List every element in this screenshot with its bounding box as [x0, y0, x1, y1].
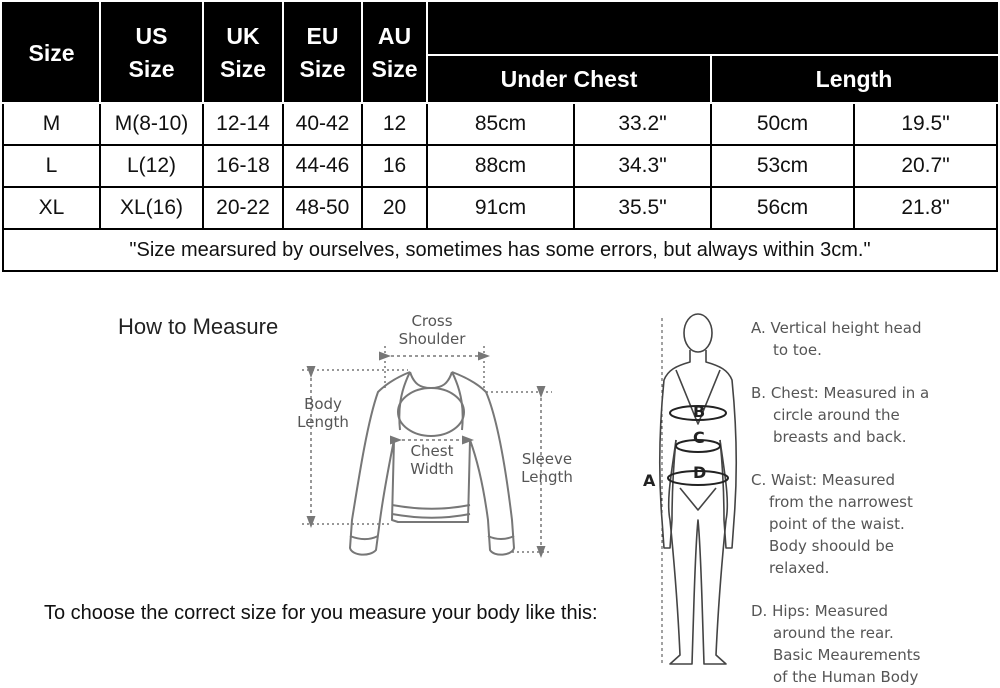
cell-uk: 20-22 — [203, 187, 283, 229]
cell-size: M — [3, 103, 100, 145]
cell-au: 16 — [362, 145, 427, 187]
sleeve-length-label: Sleeve Length — [521, 450, 573, 486]
cross-shoulder-label: Cross Shoulder — [398, 312, 466, 348]
cell-length-cm: 50cm — [711, 103, 854, 145]
header-under-chest: Under Chest — [427, 55, 711, 103]
cell-chest-in: 35.5" — [574, 187, 711, 229]
cell-chest-cm: 88cm — [427, 145, 574, 187]
cell-chest-cm: 85cm — [427, 103, 574, 145]
point-b-label: B — [693, 402, 706, 421]
cell-chest-cm: 91cm — [427, 187, 574, 229]
header-length: Length — [711, 55, 997, 103]
header-uk-size: UK Size — [203, 3, 283, 103]
header-us-size: US Size — [100, 3, 203, 103]
point-d-label: D — [693, 463, 707, 482]
chest-width-label: Chest Width — [410, 442, 454, 478]
cell-eu: 44-46 — [283, 145, 362, 187]
header-size: Size — [3, 3, 100, 103]
cell-length-in: 19.5" — [854, 103, 997, 145]
measurement-note: "Size mearsured by ourselves, sometimes has some errors, but always within 3cm." — [3, 229, 997, 271]
cell-length-in: 20.7" — [854, 145, 997, 187]
note-b: B. Chest: Measured in a circle around the breasts and back. — [751, 384, 930, 446]
cell-uk: 16-18 — [203, 145, 283, 187]
body-figure-icon — [660, 314, 736, 664]
body-length-label: Body Length — [297, 395, 349, 431]
cell-au: 12 — [362, 103, 427, 145]
header-eu-size: EU Size — [283, 3, 362, 103]
note-d: D. Hips: Measured around the rear. Basic Meaurements of the Human Body — [751, 602, 921, 686]
point-c-label: C — [693, 428, 705, 447]
cell-us: XL(16) — [100, 187, 203, 229]
cell-au: 20 — [362, 187, 427, 229]
cell-size: XL — [3, 187, 100, 229]
note-c: C. Waist: Measured from the narrowest point of the waist. Body shoould be relaxed. — [751, 471, 913, 577]
choose-size-text: To choose the correct size for you measure your body like this: — [44, 602, 598, 624]
cell-length-cm: 53cm — [711, 145, 854, 187]
cell-uk: 12-14 — [203, 103, 283, 145]
cell-length-in: 21.8" — [854, 187, 997, 229]
note-a: A. Vertical height head to toe. — [751, 319, 922, 359]
header-au-size: AU Size — [362, 3, 427, 103]
how-to-measure-title: How to Measure — [118, 314, 279, 339]
cell-us: L(12) — [100, 145, 203, 187]
cell-size: L — [3, 145, 100, 187]
cell-chest-in: 33.2" — [574, 103, 711, 145]
cell-chest-in: 34.3" — [574, 145, 711, 187]
cell-us: M(8-10) — [100, 103, 203, 145]
cell-eu: 48-50 — [283, 187, 362, 229]
point-a-label: A — [643, 471, 656, 490]
cell-eu: 40-42 — [283, 103, 362, 145]
cell-length-cm: 56cm — [711, 187, 854, 229]
